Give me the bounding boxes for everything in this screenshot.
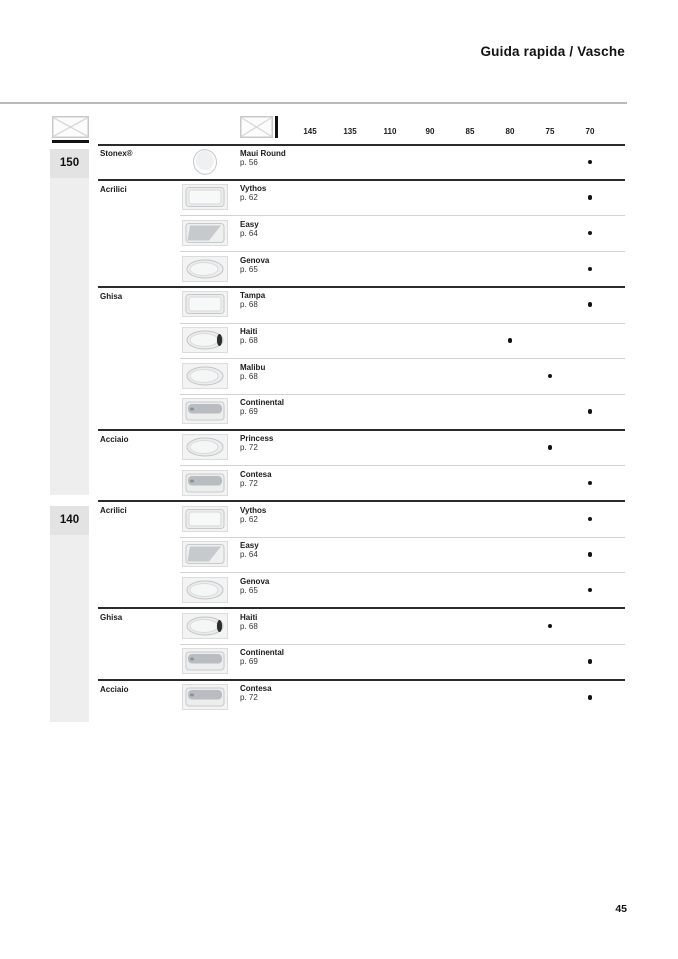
availability-dot — [588, 160, 593, 165]
bathtub-thumbnail — [182, 220, 228, 246]
product-page-ref: p. 56 — [240, 157, 258, 167]
length-group-column — [50, 506, 89, 723]
bathtub-thumbnail — [182, 577, 228, 603]
availability-dot — [548, 624, 553, 629]
table-body — [98, 0, 625, 959]
row-divider — [180, 465, 625, 466]
bathtub-thumbnail — [182, 648, 228, 674]
row-divider — [180, 215, 625, 216]
width-column-header: 135 — [343, 127, 357, 136]
product-page-ref: p. 69 — [240, 407, 258, 417]
row-divider — [180, 537, 625, 538]
availability-dot — [588, 302, 593, 307]
product-name: Genova — [240, 255, 270, 265]
material-label: Ghisa — [100, 291, 123, 301]
length-group-label: 150 — [50, 149, 89, 178]
product-name: Genova — [240, 576, 270, 586]
material-label: Acciaio — [100, 684, 129, 694]
bathtub-thumbnail — [182, 470, 228, 496]
product-page-ref: p. 64 — [240, 228, 258, 238]
availability-dot — [588, 517, 593, 522]
bathtub-thumbnail — [182, 149, 228, 175]
product-page-ref: p. 65 — [240, 264, 258, 274]
availability-dot — [588, 695, 593, 700]
availability-dot — [588, 588, 593, 593]
bathtub-thumbnail — [182, 398, 228, 424]
product-page-ref: p. 68 — [240, 371, 258, 381]
product-name: Tampa — [240, 291, 266, 301]
material-label: Stonex® — [100, 149, 133, 158]
section-divider — [98, 679, 625, 681]
product-page-ref: p. 62 — [240, 514, 258, 524]
bathtub-thumbnail — [182, 363, 228, 389]
bathtub-thumbnail — [182, 256, 228, 282]
product-page-ref: p. 64 — [240, 550, 258, 560]
row-divider — [180, 251, 625, 252]
row-divider — [180, 644, 625, 645]
row-divider — [180, 572, 625, 573]
material-label: Acrilici — [100, 506, 127, 515]
length-group-column — [50, 149, 89, 495]
width-column-header: 85 — [465, 127, 475, 136]
product-page-ref: p. 68 — [240, 336, 258, 345]
availability-dot — [548, 445, 553, 450]
bathtub-thumbnail — [182, 541, 228, 567]
product-page-ref: p. 72 — [240, 693, 258, 702]
product-name: Contesa — [240, 684, 272, 693]
availability-dot — [508, 338, 513, 343]
product-name: Easy — [240, 219, 259, 229]
page-title: Guida rapida / Vasche — [480, 44, 625, 59]
product-name: Princess — [240, 434, 274, 444]
row-divider — [180, 394, 625, 395]
bathtub-thumbnail — [182, 506, 228, 532]
width-column-header: 145 — [303, 127, 317, 136]
material-label: Acrilici — [100, 184, 127, 194]
material-label: Acciaio — [100, 434, 129, 444]
product-name: Haiti — [240, 612, 258, 622]
bathtub-thumbnail — [182, 684, 228, 710]
product-page-ref: p. 68 — [240, 621, 258, 631]
width-column-header: 70 — [585, 127, 595, 136]
width-column-header: 110 — [383, 127, 397, 136]
material-label: Ghisa — [100, 613, 123, 623]
product-name: Haiti — [240, 327, 258, 336]
page-number: 45 — [615, 903, 627, 915]
section-divider — [98, 179, 625, 181]
product-page-ref: p. 65 — [240, 585, 258, 595]
section-divider — [98, 286, 625, 288]
availability-dot — [588, 481, 593, 486]
bathtub-thumbnail — [182, 613, 228, 639]
bathtub-thumbnail — [182, 434, 228, 460]
bathtub-thumbnail — [182, 291, 228, 317]
product-name: Malibu — [240, 362, 266, 372]
product-page-ref: p. 62 — [240, 193, 258, 203]
product-name: Vythos — [240, 505, 267, 515]
availability-dot — [588, 231, 593, 236]
product-name: Easy — [240, 541, 259, 551]
bathtub-thumbnail — [182, 327, 228, 353]
width-column-header: 80 — [505, 127, 515, 136]
row-divider — [180, 358, 625, 359]
product-name: Vythos — [240, 184, 267, 194]
product-page-ref: p. 69 — [240, 657, 258, 667]
product-name: Continental — [240, 648, 284, 658]
product-page-ref: p. 72 — [240, 443, 258, 453]
width-column-header: 75 — [545, 127, 555, 136]
product-name: Continental — [240, 398, 284, 408]
availability-dot — [588, 195, 593, 200]
row-divider — [180, 323, 625, 324]
product-name: Contesa — [240, 469, 272, 479]
section-divider — [98, 429, 625, 431]
product-page-ref: p. 68 — [240, 300, 258, 310]
length-group-layer — [0, 0, 98, 959]
availability-dot — [588, 659, 593, 664]
bathtub-thumbnail — [182, 184, 228, 210]
availability-dot — [588, 552, 593, 557]
section-divider — [98, 607, 625, 609]
width-column-header: 90 — [425, 127, 435, 136]
availability-dot — [588, 267, 593, 272]
product-page-ref: p. 72 — [240, 478, 258, 488]
length-group-label: 140 — [50, 506, 89, 535]
product-name: Maui Round — [240, 148, 286, 158]
section-divider — [98, 500, 625, 502]
availability-dot — [548, 374, 553, 379]
availability-dot — [588, 409, 593, 414]
